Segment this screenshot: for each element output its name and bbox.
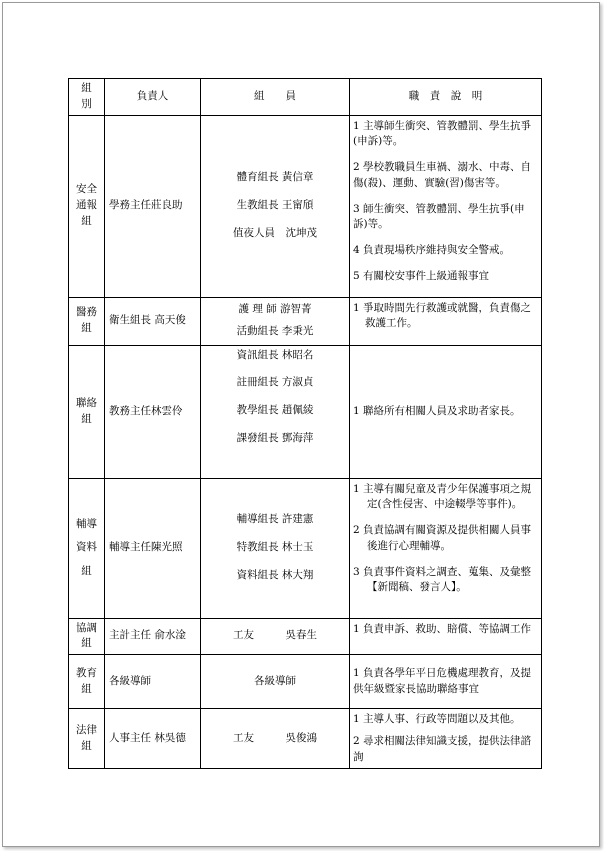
header-duties: 職 責 說 明 xyxy=(350,79,542,116)
leader-cell: 各級導師 xyxy=(105,655,201,709)
group-cell: 法律 組 xyxy=(69,709,105,769)
member-name: 各級導師 xyxy=(254,674,296,687)
table-row xyxy=(69,709,542,769)
duty-item: 2 負責協調有關資源及提供相關人員事後進行心理輔導。 xyxy=(353,524,532,552)
member-name: 值夜人員 沈坤茂 xyxy=(233,226,317,239)
duties-cell xyxy=(350,478,542,618)
duty-item: 4 負責現場秩序維持與安全警戒。 xyxy=(353,244,511,256)
duty-item: 1 負責各學年平日危機處理教育，及提供年級暨家長協助聯絡事宜 xyxy=(353,666,532,695)
duty-item: 1 聯絡所有相關人員及求助者家長。 xyxy=(353,404,521,417)
duties-cell xyxy=(350,115,542,297)
table-row xyxy=(69,618,542,655)
member-name: 護 理 師 游智菁 xyxy=(238,303,312,316)
member-name: 特教組長 林士玉 xyxy=(236,541,314,554)
duty-item: 3 師生衝突、管教體罰、學生抗爭(申訴)等。 xyxy=(353,202,525,231)
table-row xyxy=(69,478,542,618)
table-header-row xyxy=(69,79,542,116)
duty-item: 1 爭取時間先行救護或就醫，負責傷之救護工作。 xyxy=(353,301,532,330)
members-cell xyxy=(201,709,350,769)
table-row xyxy=(69,345,542,478)
leader-cell: 學務主任莊良助 xyxy=(105,115,201,297)
table-row xyxy=(69,655,542,709)
duty-item: 1 主導有關兒童及青少年保護事項之規定(含性侵害、中途輟學等事件)。 xyxy=(353,482,532,511)
duty-item: 3 負責事件資料之調查、蒐集、及彙整【新聞稿、發言人】。 xyxy=(353,565,532,594)
group-cell: 聯絡 組 xyxy=(69,345,105,478)
header-leader: 負責人 xyxy=(105,79,201,116)
member-name: 課發組長 鄧海萍 xyxy=(236,431,314,444)
members-cell xyxy=(201,618,350,655)
member-name: 體育組長 黃信章 xyxy=(236,171,314,184)
member-name: 註冊組長 方淑貞 xyxy=(236,376,314,389)
duty-table xyxy=(68,78,542,769)
member-name: 活動組長 李秉光 xyxy=(236,325,314,337)
members-cell xyxy=(201,478,350,618)
duty-item: 2 尋求相關法律知識支援，提供法律諮詢 xyxy=(353,734,532,763)
duty-item: 1 負責申訴、救助、賠償、等協調工作 xyxy=(353,622,532,635)
member-name: 資料組長 林大翔 xyxy=(236,568,314,581)
duties-cell xyxy=(350,618,542,655)
leader-cell: 主計主任 俞水淦 xyxy=(105,618,201,655)
duty-item: 5 有關校安事件上級通報事宜 xyxy=(353,269,490,282)
header-members: 組 員 xyxy=(201,79,350,116)
duty-item: 1 主導人事、行政等問題以及其他。 xyxy=(353,713,521,725)
duties-cell xyxy=(350,709,542,769)
member-name: 教學組長 趙佩綾 xyxy=(236,404,314,416)
table-row xyxy=(69,115,542,297)
member-name: 工友 吳春生 xyxy=(233,629,317,642)
member-name: 資訊組長 林昭名 xyxy=(236,348,314,361)
group-cell: 醫務 組 xyxy=(69,297,105,345)
members-cell xyxy=(201,655,350,709)
group-cell: 協調 組 xyxy=(69,618,105,655)
members-cell xyxy=(201,345,350,478)
duties-cell xyxy=(350,297,542,345)
member-name: 工友 吳俊鴻 xyxy=(233,731,317,744)
members-cell xyxy=(201,115,350,297)
group-cell: 輔導 資料 組 xyxy=(69,478,105,618)
member-name: 輔導組長 許建憲 xyxy=(236,513,314,526)
leader-cell: 人事主任 林吳德 xyxy=(105,709,201,769)
member-name: 生教組長 王甯頎 xyxy=(236,199,314,212)
table-row xyxy=(69,297,542,345)
members-cell xyxy=(201,297,350,345)
header-group: 組 別 xyxy=(69,79,105,116)
leader-cell: 教務主任林雲伶 xyxy=(105,345,201,478)
duty-item: 2 學校教職員生車禍、溺水、中毒、自傷(殺)、運動、實驗(習)傷害等。 xyxy=(353,161,532,189)
leader-cell: 衛生組長 高天俊 xyxy=(105,297,201,345)
duties-cell xyxy=(350,345,542,478)
duty-item: 1 主導師生衝突、管教體罰、學生抗爭(申訴)等。 xyxy=(353,119,532,148)
group-cell: 教育 組 xyxy=(69,655,105,709)
document-page xyxy=(2,2,600,847)
leader-cell: 輔導主任陳光照 xyxy=(105,478,201,618)
group-cell: 安全 通報 組 xyxy=(69,115,105,297)
duties-cell xyxy=(350,655,542,709)
